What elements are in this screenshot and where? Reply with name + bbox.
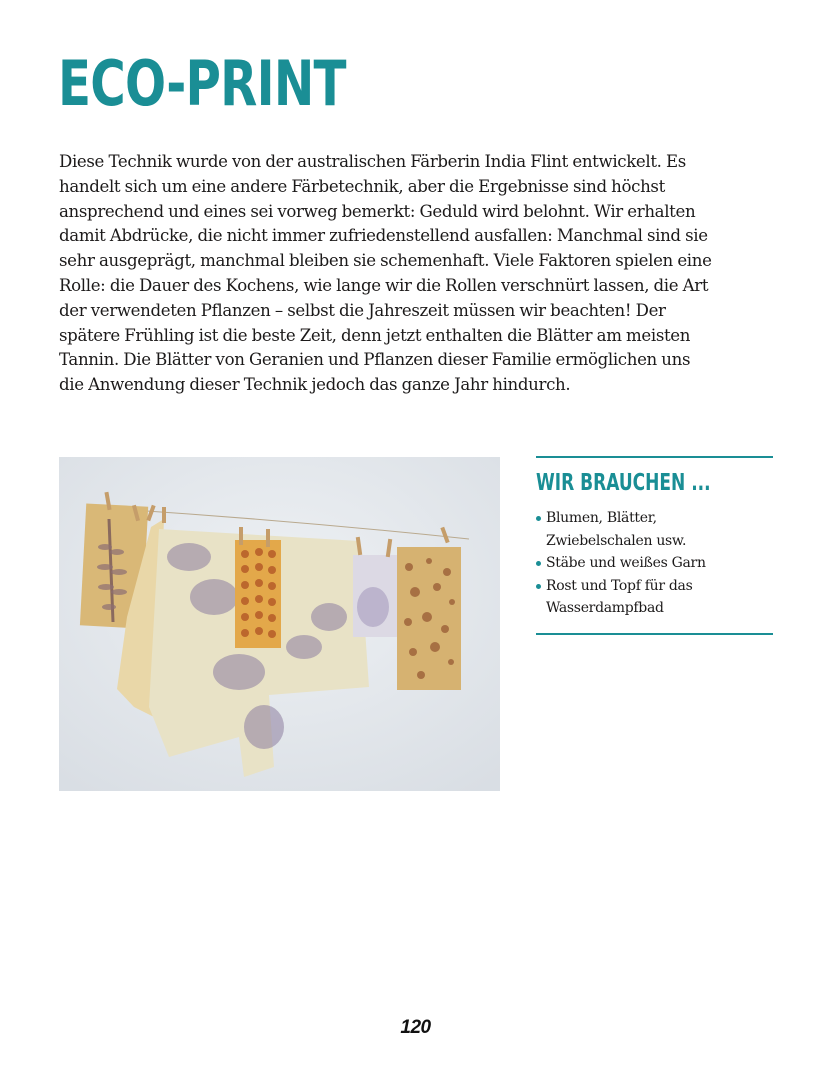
page-number: 120: [400, 1017, 431, 1038]
intro-paragraph: [59, 150, 789, 398]
intro-line: der verwendeten Pflanzen – selbst die Jahreszeit müssen wir beachten! Der: [59, 300, 666, 320]
list-item-text: Stäbe und weißes Garn: [546, 555, 706, 571]
intro-line: Rolle: die Dauer des Kochens, wie lange wir die Rollen verschnürt lassen, die Art: [59, 275, 709, 295]
intro-line: spätere Frühling ist die beste Zeit, denn jetzt enthalten die Blätter am meisten: [59, 325, 691, 345]
intro-line: damit Abdrücke, die nicht immer zufriedenstellend ausfallen: Manchmal sind sie: [59, 226, 708, 246]
materials-box: [536, 456, 773, 635]
materials-list: [536, 507, 773, 620]
intro-line: Diese Technik wurde von der australischen Färberin India Flint entwickelt. Es: [59, 152, 686, 171]
intro-line: die Anwendung dieser Technik jedoch das ganze Jahr hindurch.: [59, 375, 571, 395]
bullet-icon: [536, 561, 541, 566]
list-item-text: Blumen, Blätter,: [546, 510, 657, 526]
bullet-icon: [536, 516, 541, 521]
list-item: [536, 507, 773, 552]
materials-heading: WIR BRAUCHEN ...: [536, 470, 711, 496]
list-item-text: Rost und Topf für das: [546, 577, 693, 594]
intro-line: Tannin. Die Blätter von Geranien und Pflanzen dieser Familie ermöglichen uns: [59, 350, 691, 370]
intro-line: sehr ausgeprägt, manchmal bleiben sie schemenhaft. Viele Faktoren spielen eine: [59, 251, 712, 271]
list-item: [536, 552, 773, 575]
list-item-text: Zwiebelschalen usw.: [546, 532, 687, 549]
list-item: [536, 575, 773, 620]
intro-line: handelt sich um eine andere Färbetechnik, aber die Ergebnisse sind höchst: [59, 176, 665, 196]
top-divider: [536, 456, 773, 458]
bottom-divider: [536, 633, 773, 635]
bullet-icon: [536, 584, 541, 589]
list-item-text: Wasserdampfbad: [546, 600, 664, 616]
eco-print-fabrics-photo: [59, 457, 500, 791]
page-title: ECO-PRINT: [58, 47, 346, 120]
intro-line: ansprechend und eines sei vorweg bemerkt: Geduld wird belohnt. Wir erhalten: [59, 201, 696, 221]
